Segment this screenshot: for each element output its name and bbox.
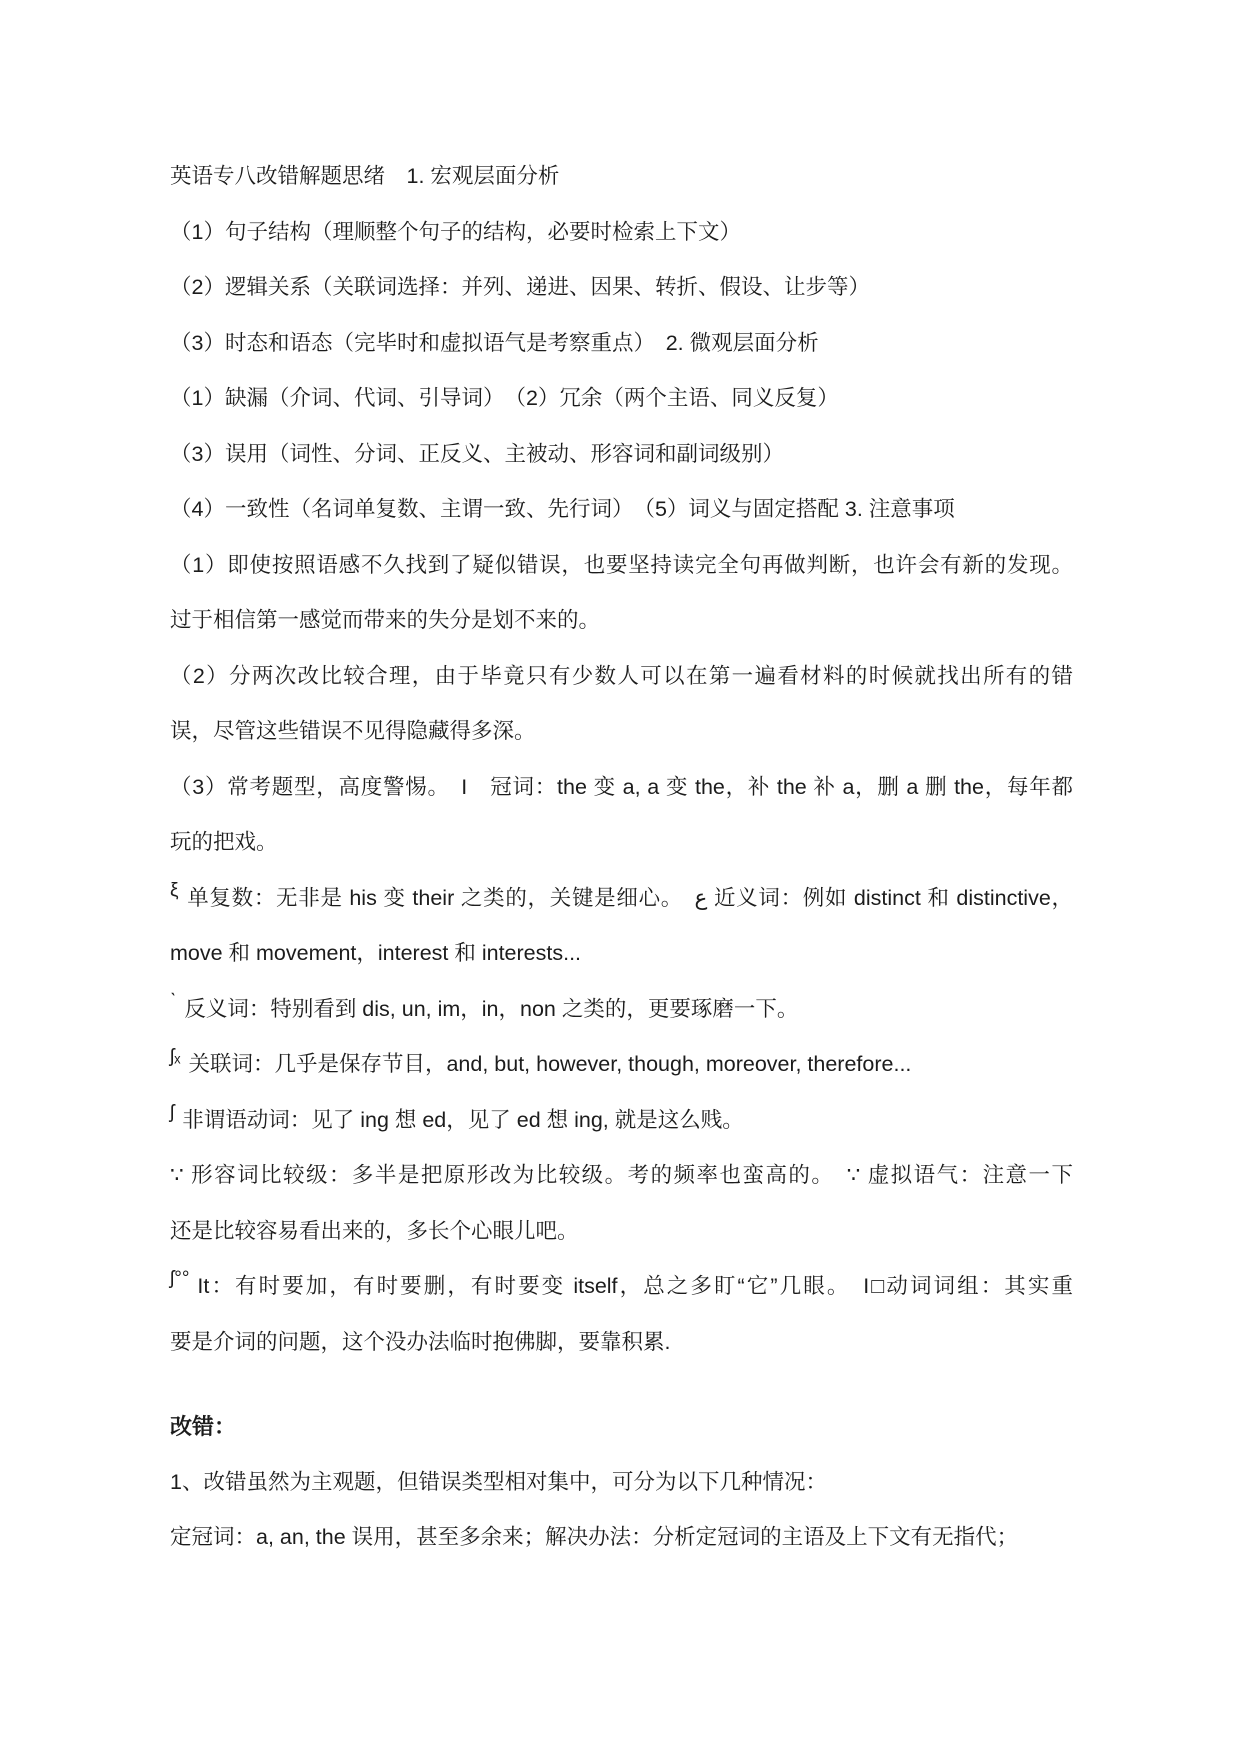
paragraph-gap <box>170 1370 1073 1399</box>
line-text: （4）一致性（名词单复数、主谓一致、先行词） （5）词义与固定搭配 3. 注意事项 <box>170 497 955 521</box>
text-line <box>170 371 1073 427</box>
line-text: （1）句子结构（理顺整个句子的结构，必要时检索上下文） <box>170 219 741 244</box>
line-text: 关联词：几乎是保存节目，and, but, however, though, moreover, therefore... <box>188 1052 912 1076</box>
garbled-bullet-icon: ˋ <box>170 990 177 1012</box>
line-text: 过于相信第一感觉而带来的失分是划不来的。 <box>170 608 601 632</box>
text-line <box>170 1315 1073 1371</box>
line-text: 还是比较容易看出来的，多长个心眼儿吧。 <box>170 1218 579 1243</box>
line-text: 定冠词：a, an, the 误用，甚至多余来；解决办法：分析定冠词的主语及上下文有无指代； <box>170 1525 1019 1549</box>
section-heading <box>170 1399 1073 1455</box>
line-text: （2）分两次改比较合理，由于毕竟只有少数人可以在第一遍看材料的时候就找出所有的错 <box>170 663 1073 688</box>
text-line <box>170 260 1073 316</box>
garbled-bullet-icon: ʃ°° <box>170 1268 190 1289</box>
line-text: 玩的把戏。 <box>170 830 278 854</box>
text-line <box>170 926 1073 982</box>
line-text: 反义词：特别看到 dis, un, im，in，non 之类的，更要琢磨一下。 <box>184 996 799 1021</box>
text-line <box>170 1148 1073 1204</box>
text-line <box>170 427 1073 483</box>
line-text: （1）缺漏（介词、代词、引导词） （2）冗余（两个主语、同义反复） <box>170 386 839 410</box>
text-line <box>170 482 1073 538</box>
text-line <box>170 760 1073 816</box>
text-line <box>170 316 1073 372</box>
text-line <box>170 1204 1073 1260</box>
text-line <box>170 538 1073 594</box>
text-line <box>170 593 1073 649</box>
line-text: （3）误用（词性、分词、正反义、主被动、形容词和副词级别） <box>170 441 784 466</box>
text-line <box>170 1510 1073 1566</box>
text-line <box>170 1093 1073 1149</box>
line-text: 误，尽管这些错误不见得隐藏得多深。 <box>170 719 536 743</box>
line-text: move 和 movement，interest 和 interests... <box>170 941 582 965</box>
line-text: 非谓语动词：见了 ing 想 ed，见了 ed 想 ing, 就是这么贱。 <box>182 1107 744 1132</box>
text-line <box>170 982 1073 1038</box>
line-text: （1）即使按照语感不久找到了疑似错误，也要坚持读完全句再做判断，也许会有新的发现。 <box>170 552 1073 577</box>
text-line <box>170 205 1073 261</box>
line-text: （2）逻辑关系（关联词选择：并列、递进、因果、转折、假设、让步等） <box>170 275 870 299</box>
text-line <box>170 649 1073 705</box>
line-text: 英语专八改错解题思绪 1. 宏观层面分析 <box>170 164 560 188</box>
text-line <box>170 815 1073 871</box>
text-line <box>170 704 1073 760</box>
line-text: 改错： <box>170 1414 237 1439</box>
line-text: ∵ 形容词比较级：多半是把原形改为比较级。考的频率也蛮高的。 ∵ 虚拟语气：注意一下 <box>170 1163 1073 1187</box>
line-text: 要是介词的问题，这个没办法临时抱佛脚，要靠积累. <box>170 1329 671 1354</box>
line-text: （3）常考题型，高度警惕。 I 冠词：the 变 a, a 变 the，补 the 补 a，删 a 删 the，每年都 <box>170 774 1073 799</box>
text-line <box>170 1259 1073 1315</box>
line-text: 1、改错虽然为主观题，但错误类型相对集中，可分为以下几种情况： <box>170 1469 827 1494</box>
doc-title-line <box>170 149 1073 205</box>
text-line <box>170 1455 1073 1511</box>
line-text: It：有时要加，有时要删，有时要变 itself，总之多盯“它”几眼。 I□动词词组：其实重 <box>197 1274 1073 1298</box>
line-text: （3）时态和语态（完毕时和虚拟语气是考察重点） 2. 微观层面分析 <box>170 330 819 355</box>
text-line <box>170 871 1073 927</box>
garbled-bullet-icon: ʃ <box>170 1101 175 1123</box>
garbled-bullet-icon: ʃₓ <box>170 1046 181 1067</box>
garbled-bullet-icon: ξ <box>170 879 179 901</box>
text-line <box>170 1037 1073 1093</box>
line-text: 单复数：无非是 his 变 their 之类的，关键是细心。 ع 近义词：例如 distinct 和 distinctive， <box>186 885 1073 910</box>
